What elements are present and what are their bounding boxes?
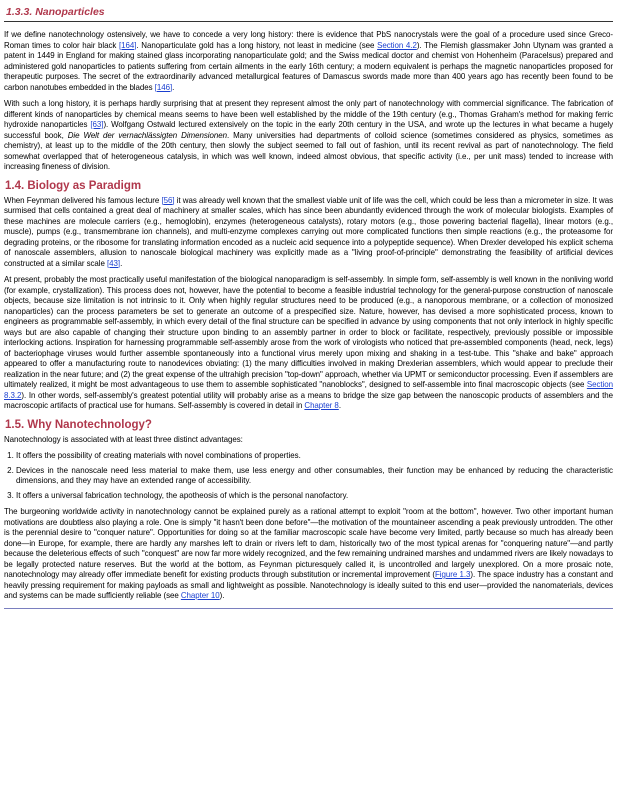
text-run: ). Wolfgang Ostwald lectured extensively on the topic in the early 20th century in the USA, and wrote up the lectures in what became a hugely successful book,	[4, 120, 613, 140]
paragraph	[4, 30, 613, 93]
text-run: At present, probably the most practically useful manifestation of the biological nanoparadigm is self-assembly. In simple form, self-assembly is well known in the nonliving world (for example, crystallization). This process does not, however, have the potential to become a feasible industrial technology for the general-purpose construction of nanoscale objects, because size limitation is not intrinsic to it. Only when highly regular structures need to be produced (e.g., a nanoporous membrane, or a collection of monosized nanoparticles) can the process parameters be set to generate an outcome of a prespecified size. Nature, however, has devised a more sophisticated process, known to engineers as programmable self-assembly, in which every detail of the final structure can be specified in advance by using components that not only interlock in highly specific ways but are also capable of changing their structure upon binding to an assembly partner in order to block or facilitate, respectively, previously possible or impossible interlocking actions. Inspiration for harnessing programmable self-assembly arose from the work of virologists who noticed that pre-assembled components (head, neck, legs) of bacteriophage viruses would further assemble spontaneously into a functional virus merely upon mixing and shaking in a test-tube. This "shake and bake" approach appeared to offer a manufacturing route to nanodevices obviating: (1) the many difficulties involved in making Drexlerian assemblers, which would appear to preclude their realization in the near future; and (2) the great expense of the ultrahigh precision "top-down" approach, whether via UPMT or semiconductor processing. Even if assemblers are ultimately realized, it might be most advantageous to use them to assemble sophisticated "nanoblocks", designed to self-assemble into final macroscopic objects (see	[4, 275, 613, 389]
text-run: If we define nanotechnology ostensively, we have to concede a very long history: there is evidence that PbS nanocrystals were the goal of a procedure used since Greco-Roman times to color hair black	[4, 30, 613, 50]
text-run: it was already well known that the smallest viable unit of life was the cell, which could be less than a micrometer in size. It was surmised that cells contained a great deal of machinery at smaller scales, which has since been abundantly evidenced through the work of molecular biologists. Examples of these machines are molecule carriers (e.g., hemoglobin), enzymes (heterogeneous catalysts), rotary motors (e.g., those powering bacterial flagella), linear motors (e.g., muscle), pumps (e.g., transmembrane ion channels), and multi-enzyme complexes carrying out more complicated functions then simple reactions (e.g., the proteasome for degrading proteins, or the ribosome for translating information encoded as a nucleic acid sequence into a polypeptide sequence). When Drexler developed his explicit schema of nanoscale assemblers, allusion to nanoscale biological machinery was explicitly made as a "living proof-of-principle" demonstrating the feasibility of artificial devices constructed at a similar scale	[4, 195, 613, 268]
reference-link[interactable]: [56]	[161, 195, 175, 205]
chapter-link[interactable]: Chapter 10	[180, 591, 220, 600]
paragraph	[4, 275, 613, 412]
text-run: .	[338, 401, 341, 410]
reference-link[interactable]: [164]	[119, 40, 137, 50]
reference-link[interactable]: [43]	[107, 258, 121, 268]
figure-link[interactable]: Figure 1.3	[434, 570, 471, 579]
section-link[interactable]: Section 8.3.2	[4, 380, 613, 400]
paragraph: Nanotechnology is associated with at least three distinct advantages:	[4, 434, 243, 444]
text-run: ). In other words, self-assembly's greatest potential utility will probably arise as a means to bridge the size gap between the nanoscopic products of assemblers and the macroscopic artifacts of practical use for humans. Self-assembly is covered in detail in	[4, 390, 613, 410]
section-link[interactable]: Section 4.2	[377, 40, 417, 50]
text-run: With such a long history, it is perhaps hardly surprising that at present they represent almost the only part of nanotechnology with commercial significance. The fabrication of different kinds of nanoparticles by chemical means seems to have been well established by the middle of the 19th century (e.g., Thomas Graham's method for making ferric hydroxide nanoparticles	[4, 99, 613, 129]
advantages-list	[4, 451, 613, 501]
paragraph	[4, 507, 613, 602]
reference-link[interactable]: [146]	[154, 82, 173, 92]
text-run: . Nanoparticulate gold has a long history, not least in medicine (see	[136, 40, 378, 50]
list-item: 3. It offers a universal fabrication technology, the apotheosis of which is the personal nanofactory.	[16, 491, 613, 502]
section-heading-why-nanotechnology: 1.5. Why Nanotechnology?	[5, 418, 152, 431]
paragraph	[4, 196, 613, 270]
text-run: ). The Flemish glassmaker John Utynam was granted a patent in 1449 in England for making stained glass incorporating nanoparticulate gold; and the Swiss medical doctor and chemist von Hohenheim (Paracelsus) prepared and administered gold nanoparticles to patients suffering from certain ailments in the early 16th century; a modern equivalent is perhaps the magnetic nanoparticles proposed for therapeutic purposes. The secret of the extraordinarily advanced metallurgical features of Damascus swords made more than 400 years ago has recently been found to be carbon nanotubes embedded in the blades	[4, 40, 614, 92]
chapter-link[interactable]: Chapter 8	[304, 401, 339, 410]
text-run: .	[120, 258, 123, 268]
list-item: 1. It offers the possibility of creating materials with novel combinations of properties.	[16, 451, 613, 462]
reference-link[interactable]: [63]	[90, 120, 104, 129]
section-heading-nanoparticles: 1.3.3. Nanoparticles	[6, 6, 105, 18]
text-run: The burgeoning worldwide activity in nanotechnology cannot be explained purely as a rational attempt to exploit "room at the bottom", however. Two other important human motivations are doubtless also playing a role. One is simply "it hasn't been done before"—the motivation of the mountaineer ascending a peak previously untrodden. The other is the perennial desire to "conquer nature". Opportunities for doing so at the familiar macroscopic scale have become very limited, partly because so much has already been done—in Europe, for example, there are hardly any marshes left to drain or rivers left to dam, historically two of the most typical arenas for "conquering nature"—and partly because the deleterious effects of such "conquest" are now far more widely recognized, and the few remaining undrained marshes and undammed rivers are likely nowadays to be legally protected nature reserves. But the world at the bottom, as Feynman picturesquely called it, is uncontrolled and largely unexplored. On a more prosaic note, nanotechnology may already offer immediate benefit for existing products through substitution or incremental improvement (	[4, 507, 613, 579]
page-bottom-divider	[4, 608, 613, 609]
text-run: ).	[219, 591, 225, 600]
text-run: When Feynman delivered his famous lecture	[4, 195, 162, 205]
text-run: . Many universities had departments of colloid science (sometimes considered as physics, sometimes as chemistry), at least up to the middle of the 20th century, then slowly the subject seemed to fall out of fashion, until its recent revival as part of nanotechnology. The field somewhat overlapped that of heterogeneous catalysis, in which was well known, indeed almost obvious, that specific activity (i.e., per unit mass) tended to increase with increasing fineness of division.	[4, 130, 614, 171]
section-heading-biology: 1.4. Biology as Paradigm	[5, 179, 142, 192]
paragraph	[4, 99, 613, 173]
heading-divider	[4, 21, 613, 22]
text-run: .	[172, 82, 175, 92]
text-run: ). The space industry has a constant and heavily pressing requirement for making payloads as small and lightweight as possible. Nanotechnology is ideally suited to this end user—provided the nanomaterials, devices and systems can be made sufficiently reliable (see	[4, 570, 613, 600]
list-item: 2. Devices in the nanoscale need less material to make them, use less energy and other consumables, their function may be enhanced by reducing the characteristic dimensions, and they may have an extended range of accessibility.	[16, 466, 613, 487]
book-title: Die Welt der vernachlässigten Dimensionen	[67, 130, 227, 140]
